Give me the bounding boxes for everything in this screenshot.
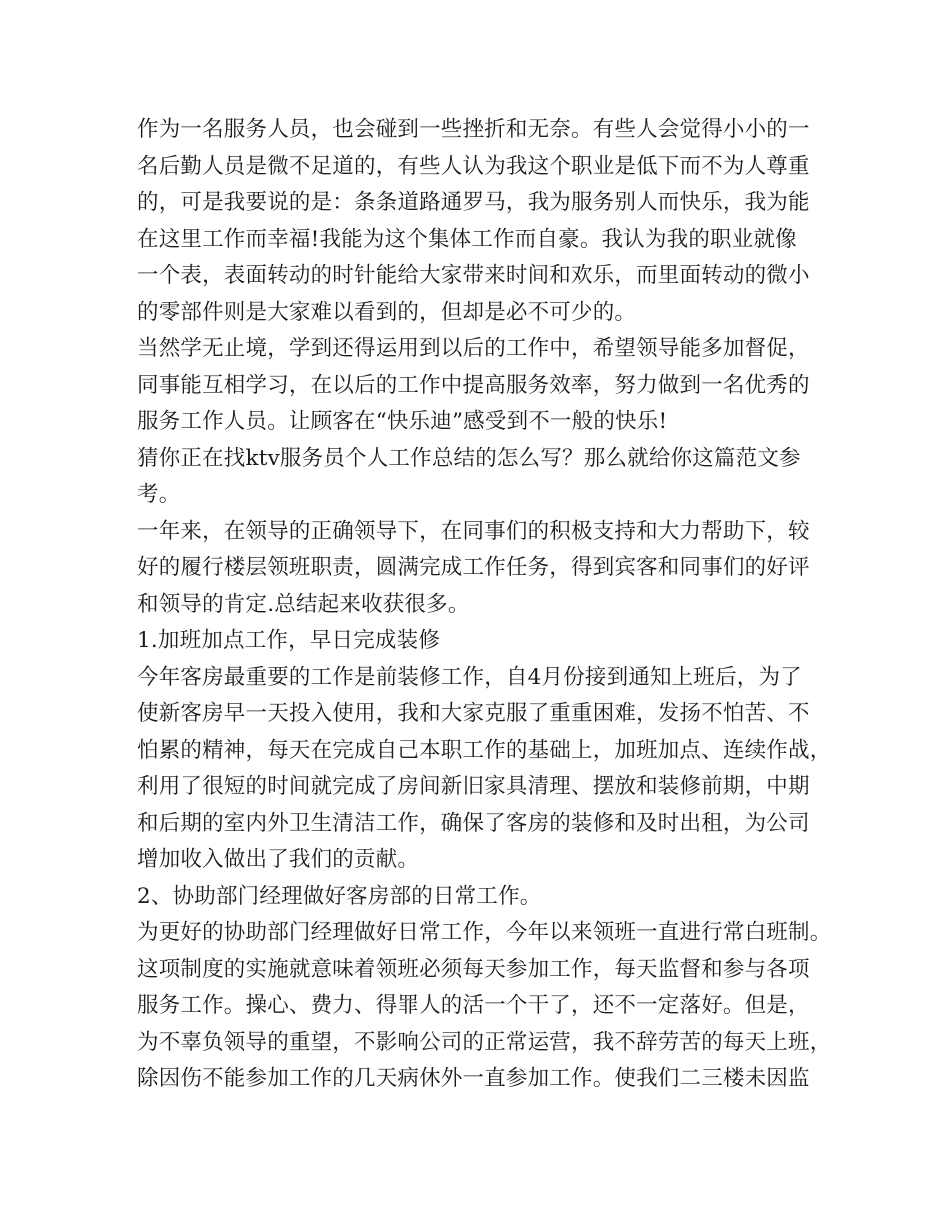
text-line: 服务工作人员。让顾客在“快乐迪”感受到不一般的快乐! [137,409,668,434]
text-line: 猜你正在找ktv服务员个人工作总结的怎么写？那么就给你这篇范文参 [137,445,801,471]
section-heading: 1.加班加点工作，早日完成装修 [137,628,441,653]
text-line: 使新客房早一天投入使用，我和大家克服了重重困难，发扬不怕苦、不 [137,701,810,726]
text-line: 作为一名服务人员，也会碰到一些挫折和无奈。有些人会觉得小小的一 [137,117,810,142]
text-line: 同事能互相学习，在以后的工作中提高服务效率，努力做到一名优秀的 [137,372,810,398]
text-line: 的，可是我要说的是：条条道路通罗马，我为服务别人而快乐，我为能 [137,190,810,215]
text-line: 和领导的肯定.总结起来收获很多。 [137,591,470,617]
text-line: 好的履行楼层领班职责，圆满完成工作任务，得到宾客和同事们的好评 [137,555,810,580]
document-body [137,112,832,1098]
text-line: 在这里工作而幸福!我能为这个集体工作而自豪。我认为我的职业就像 [137,226,797,252]
text-line: 这项制度的实施就意味着领班必须每天参加工作，每天监督和参与各项 [137,956,810,982]
text-line: 今年客房最重要的工作是前装修工作，自4月份接到通知上班后，为了 [137,664,802,690]
text-line: 为更好的协助部门经理做好日常工作，今年以来领班一直进行常白班制。 [137,920,832,945]
text-line: 怕累的精神，每天在完成自己本职工作的基础上，加班加点、连续作战， [137,737,832,763]
text-line: 名后勤人员是微不足道的，有些人认为我这个职业是低下而不为人尊重 [137,153,810,179]
text-line: 除因伤不能参加工作的几天病休外一直参加工作。使我们二三楼未因监 [137,1066,810,1091]
text-line: 一年来，在领导的正确领导下，在同事们的积极支持和大力帮助下，较 [137,518,810,544]
text-line: 一个表，表面转动的时针能给大家带来时间和欢乐，而里面转动的微小 [137,263,810,288]
text-line: 服务工作。操心、费力、得罪人的活一个干了，还不一定落好。但是， [137,993,810,1018]
text-line: 考。 [137,482,181,507]
section-heading: 2、协助部门经理做好客房部的日常工作。 [137,883,542,909]
text-line: 利用了很短的时间就完成了房间新旧家具清理、摆放和装修前期，中期 [137,774,810,799]
text-line: 当然学无止境，学到还得运用到以后的工作中，希望领导能多加督促， [137,336,810,361]
text-line: 增加收入做出了我们的贡献。 [137,847,420,872]
text-line: 和后期的室内外卫生清洁工作，确保了客房的装修和及时出租，为公司 [137,810,810,836]
text-line: 的零部件则是大家难以看到的，但却是必不可少的。 [137,299,637,325]
text-line: 为不辜负领导的重望，不影响公司的正常运营，我不辞劳苦的每天上班， [137,1029,832,1055]
